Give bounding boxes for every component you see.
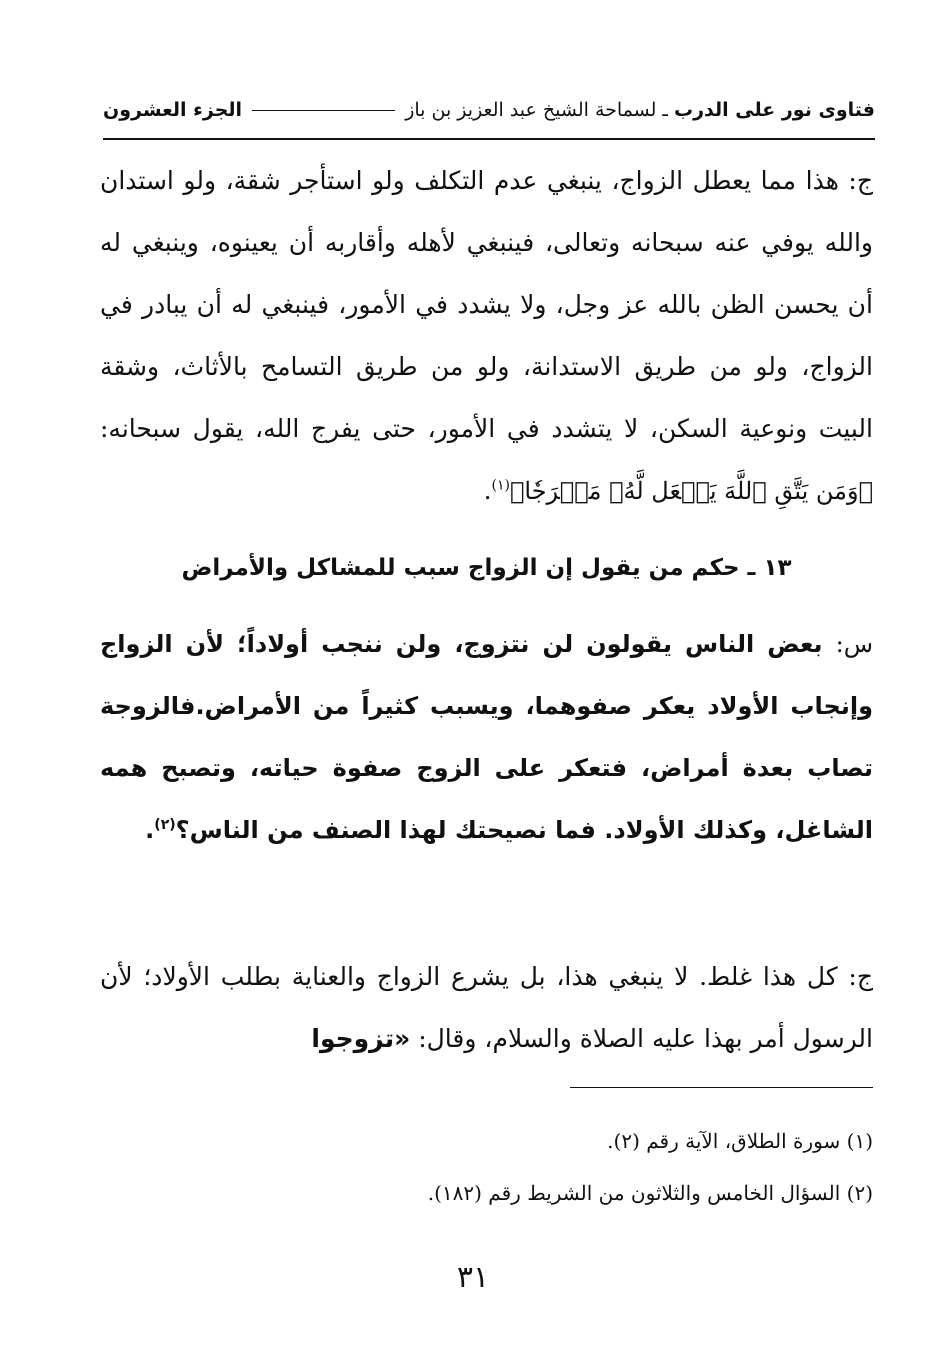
author-name: لسماحة الشيخ عبد العزيز بن باز — [405, 99, 657, 121]
footnote-ref-2: (٢) — [154, 817, 176, 833]
hadith-quote-start: «تزوجوا — [311, 1024, 411, 1053]
answer-paragraph-1 — [100, 150, 873, 522]
answer-2-text: ج: كل هذا غلط. لا ينبغي هذا، بل يشرع الزواج والعناية بطلب الأولاد؛ لأن الرسول أمر بهذا عليه الصلاة والسلام، وقال: — [100, 962, 873, 1053]
question-end: . — [145, 816, 155, 844]
answer-paragraph-2 — [100, 946, 873, 1070]
footnote-rule — [570, 1087, 873, 1088]
part-label: الجزء العشرون — [103, 99, 243, 121]
page-number: ٣١ — [456, 1260, 490, 1295]
question-text: بعض الناس يقولون لن نتزوج، ولن ننجب أولاداً؛ لأن الزواج وإنجاب الأولاد يعكر صفوهما، ويسبب كثيراً من الأمراض.فالزوجة تصاب بعدة أمراض، فتعكر على الزوج صفوة حياته، وتصبح همه الشاغل، وكذلك الأولاد. فما نصيحتك لهذا الصنف من الناس؟ — [100, 630, 873, 844]
footnote-2: (٢) السؤال الخامس والثلاثون من الشريط رقم (١٨٢). — [427, 1181, 873, 1205]
footnotes — [300, 1115, 873, 1219]
header-dash: ـ — [662, 99, 668, 121]
book-title: فتاوى نور على الدرب — [674, 99, 875, 121]
question-label: س: — [835, 630, 873, 658]
answer-1-end: . — [483, 476, 492, 505]
answer-1-text: ج: هذا مما يعطل الزواج، ينبغي عدم التكلف ولو استأجر شقة، ولو استدان والله يوفي عنه سبحانه وتعالى، فينبغي لأهله وأقاربه أن يعينوه، وينبغي له أن يحسن الظن بالله عز وجل، ولا يشدد في الأمور، فينبغي له أن يبادر في الزواج، ولو من طريق الاستدانة، ولو من طريق التسامح بالأثاث، وشقة البيت ونوعية السكن، لا يتشدد في الأمور، حتى يفرج الله، يقول سبحانه: — [100, 166, 873, 443]
footnote-ref-1: (١) — [491, 477, 510, 494]
quran-verse: ﴿وَمَن يَتَّقِ ٱللَّهَ يَجۡعَل لَّهُۥ مَخۡرَجٗا﴾ — [510, 477, 873, 505]
question-paragraph — [100, 613, 873, 861]
section-title: ١٣ ـ حكم من يقول إن الزواج سبب للمشاكل والأمراض — [181, 555, 792, 581]
running-header — [103, 90, 875, 130]
header-rule — [103, 138, 875, 140]
header-dash-line — [252, 110, 395, 111]
footnote-1: (١) سورة الطلاق، الآية رقم (٢). — [607, 1129, 873, 1153]
